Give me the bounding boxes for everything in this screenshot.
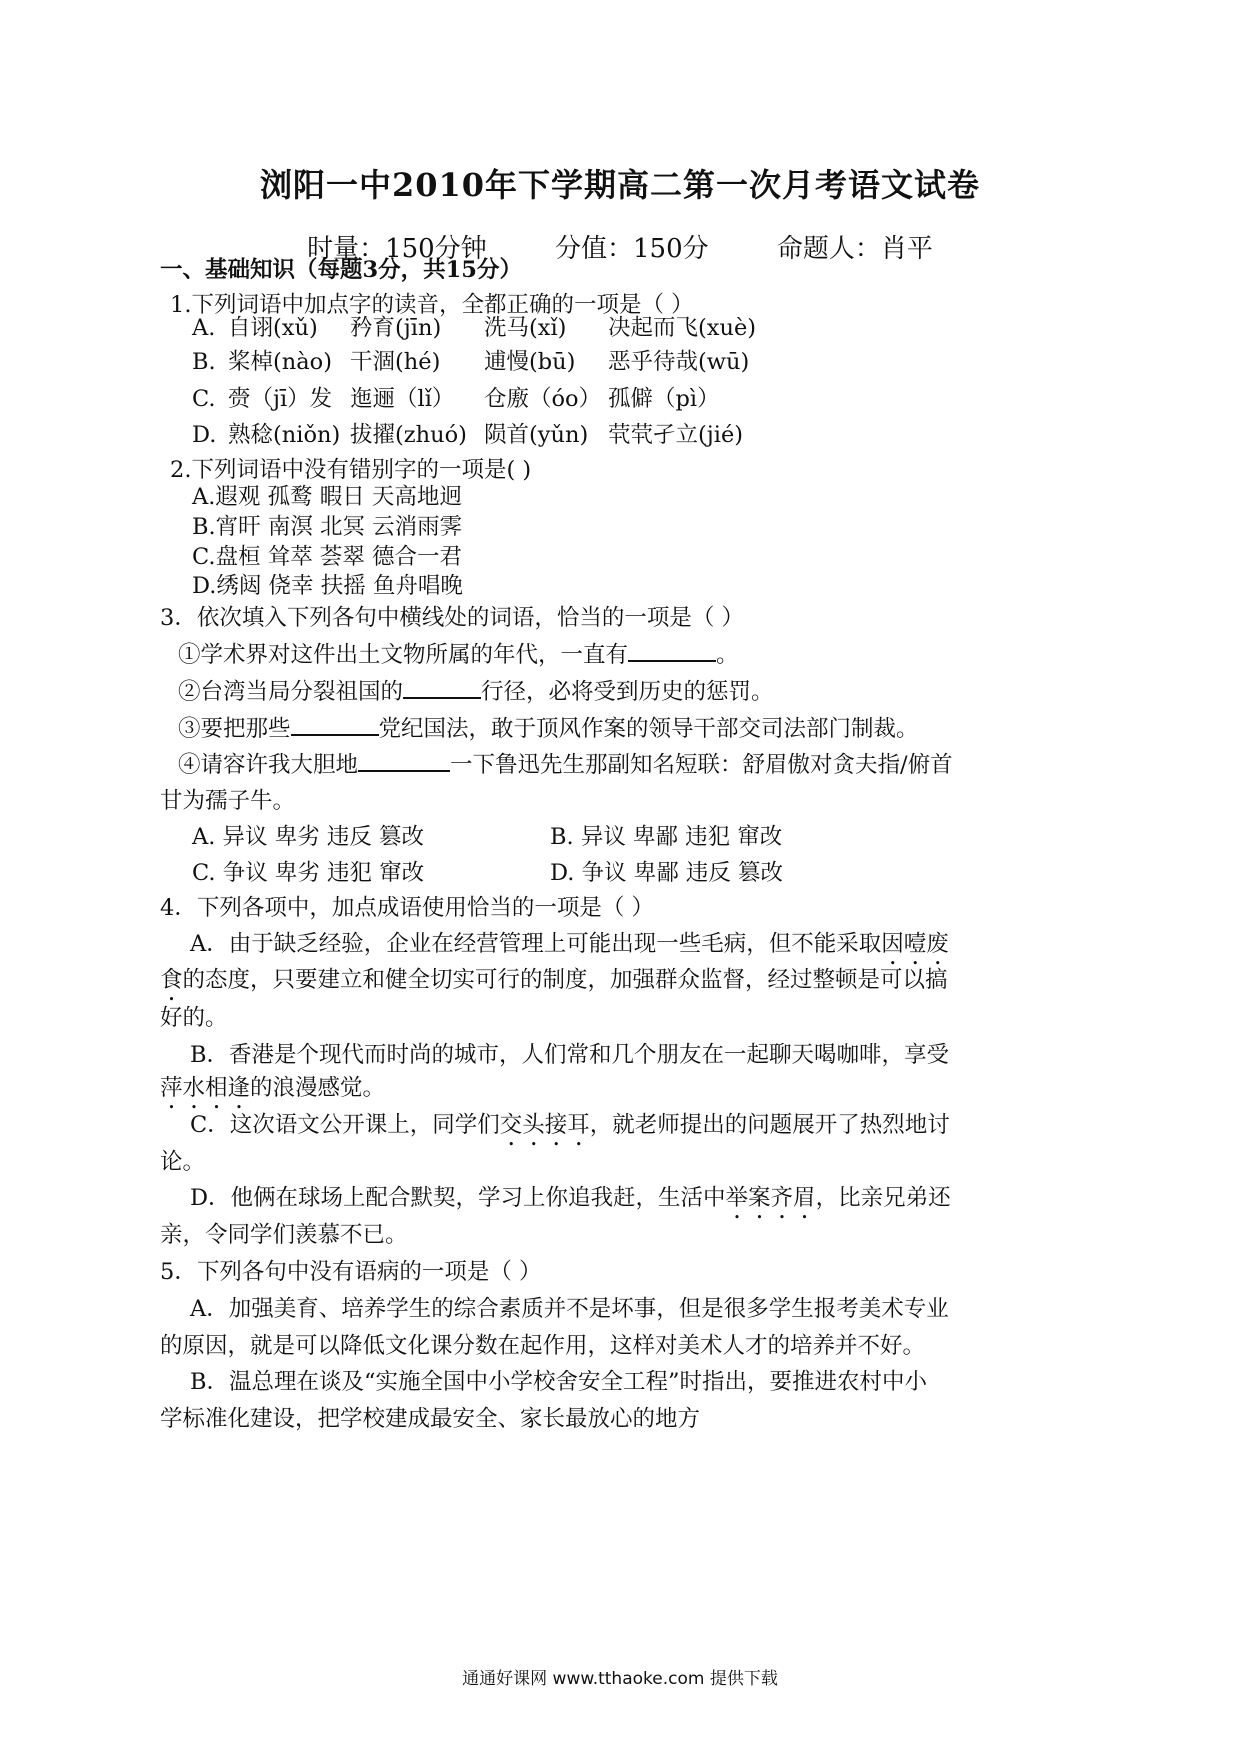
q4-text: C．这次语文公开课上，同学们 [190,1112,500,1138]
q4-text: ，比亲兄弟还 [815,1185,951,1211]
q1-option-item: 仓廒（óo） [484,386,602,412]
q4-text: 的浪漫感觉。 [250,1075,386,1101]
dotted-idiom: 因噎废 [881,931,949,957]
q5-option-a-cont: 的原因，就是可以降低文化课分数在起作用，这样对美术人才的培养并不好。 [160,1333,926,1359]
q4-option-c [190,1110,1070,1151]
section-heading: 一、基础知识（每题3分，共15分） [160,257,522,283]
q1-option-item: 赍（jī）发 [228,386,333,412]
q4-option-b-cont [160,1073,1040,1114]
q3-option-a: A. 异议 卑劣 违反 篡改 [192,824,425,850]
q1-option-item: 陨首(yǔn) [484,422,589,448]
q3-sentence-1 [178,640,1058,670]
fill-blank [358,750,450,772]
q1-option-label: C. [192,386,216,412]
q3-sentence-4 [178,750,1058,780]
q3-stem: 3．依次填入下列各句中横线处的词语，恰当的一项是（ ） [160,605,744,631]
exam-title: 浏阳一中2010年下学期高二第一次月考语文试卷 [259,166,981,204]
q1-option-item: 恶乎待哉(wū) [608,349,750,375]
q3-sentence-2 [178,677,1058,707]
q5-option-a: A．加强美育、培养学生的综合素质并不是坏事，但是很多学生报考美术专业 [190,1296,949,1322]
exam-time: 时量：150分钟 [307,234,487,264]
q4-text: 的态度，只要建立和健全切实可行的制度，加强群众监督，经过整顿是可以搞 [182,967,948,993]
q2-option-c: C.盘桓 耸萃 荟翠 德合一君 [192,544,463,570]
q3-sentence-text: 一下鲁迅先生那副知名短联：舒眉傲对贪夫指/俯首 [450,752,953,778]
q3-sentence-text: ④请容许我大胆地 [178,752,359,778]
q4-text: D．他俩在球场上配合默契，学习上你追我赶，生活中 [190,1185,726,1211]
fill-blank [403,677,481,699]
q1-stem: 1.下列词语中加点字的读音，全都正确的一项是（ ） [170,292,694,318]
q5-option-b-cont: 学标准化建设，把学校建成最安全、家长最放心的地方 [160,1406,701,1432]
q1-option-item: 拔擢(zhuó) [350,422,467,448]
q1-option-label: A. [192,315,216,341]
q3-sentence-text: ③要把那些 [178,716,291,742]
page-footer: 通通好课网 www.tthaoke.com 提供下载 [462,1669,778,1689]
q2-stem: 2.下列词语中没有错别字的一项是( ) [170,457,532,483]
q4-option-a [190,929,1070,970]
q5-stem: 5．下列各句中没有语病的一项是（ ） [160,1259,542,1285]
dotted-idiom: 交头接耳 [499,1112,590,1138]
q4-text: A．由于缺乏经验，企业在经营管理上可能出现一些毛病，但不能采取 [190,931,882,957]
q3-option-b: B. 异议 卑鄙 违犯 窜改 [550,824,783,850]
dotted-idiom: 萍水相逢 [160,1075,251,1101]
fill-blank [291,714,379,736]
q3-option-c: C. 争议 卑劣 违犯 窜改 [192,860,425,886]
q3-sentence-4-cont: 甘为孺子牛。 [160,788,296,814]
q1-option-item: 迤逦（lǐ） [350,386,455,412]
q4-text: ，就老师提出的问题展开了热烈地讨 [589,1112,950,1138]
q4-option-a-cont [160,965,1040,1006]
q2-option-a: A.遐观 孤鹜 暇日 天高地迥 [192,484,462,510]
q5-option-b: B．温总理在谈及“实施全国中小学校舍安全工程”时指出，要推进农村中小 [190,1369,928,1395]
q2-option-b: B.宵旰 南溟 北冥 云消雨霁 [192,514,463,540]
exam-author: 命题人：肖平 [776,234,933,264]
q1-option-item: 逋慢(bū) [484,349,576,375]
q1-option-item: 干涸(hé) [350,349,441,375]
q3-sentence-3 [178,714,1058,744]
q3-sentence-text: 党纪国法，敢于顶风作案的领导干部交司法部门制裁。 [378,716,919,742]
q4-option-b: B．香港是个现代而时尚的城市，人们常和几个朋友在一起聊天喝咖啡，享受 [190,1042,950,1068]
q3-option-d: D. 争议 卑鄙 违反 篡改 [550,860,783,886]
q3-sentence-text: 。 [716,642,739,668]
q1-option-item: 桨棹(nào) [228,349,333,375]
q4-stem: 4．下列各项中，加点成语使用恰当的一项是（ ） [160,895,654,921]
fill-blank [628,640,716,662]
dotted-idiom: 举案齐眉 [725,1185,816,1211]
q1-option-item: 自诩(xǔ) [228,315,318,341]
q1-option-item: 矜育(jīn) [350,315,442,341]
q3-sentence-text: ①学术界对这件出土文物所属的年代，一直有 [178,642,629,668]
q4-option-c-cont: 论。 [160,1149,206,1175]
q1-option-item: 熟稔(niǒn) [228,422,341,448]
q3-sentence-text: ②台湾当局分裂祖国的 [178,679,404,705]
q4-option-a-end: 好的。 [160,1005,228,1031]
dotted-idiom: 食 [160,967,183,993]
q1-option-label: B. [192,349,216,375]
q3-sentence-text: 行径，必将受到历史的惩罚。 [481,679,774,705]
q2-option-d: D.绣闼 侥幸 扶摇 鱼舟唱晚 [192,573,463,599]
q1-option-label: D. [192,422,217,448]
q4-option-d-cont: 亲，令同学们羡慕不已。 [160,1222,408,1248]
q1-option-item: 茕茕孑立(jié) [608,422,744,448]
q1-option-item: 孤僻（pì） [608,386,720,412]
q1-option-item: 决起而飞(xuè) [608,315,757,341]
q1-option-item: 洗马(xǐ) [484,315,567,341]
q4-option-d [190,1183,1070,1224]
exam-score: 分值：150分 [554,234,709,264]
